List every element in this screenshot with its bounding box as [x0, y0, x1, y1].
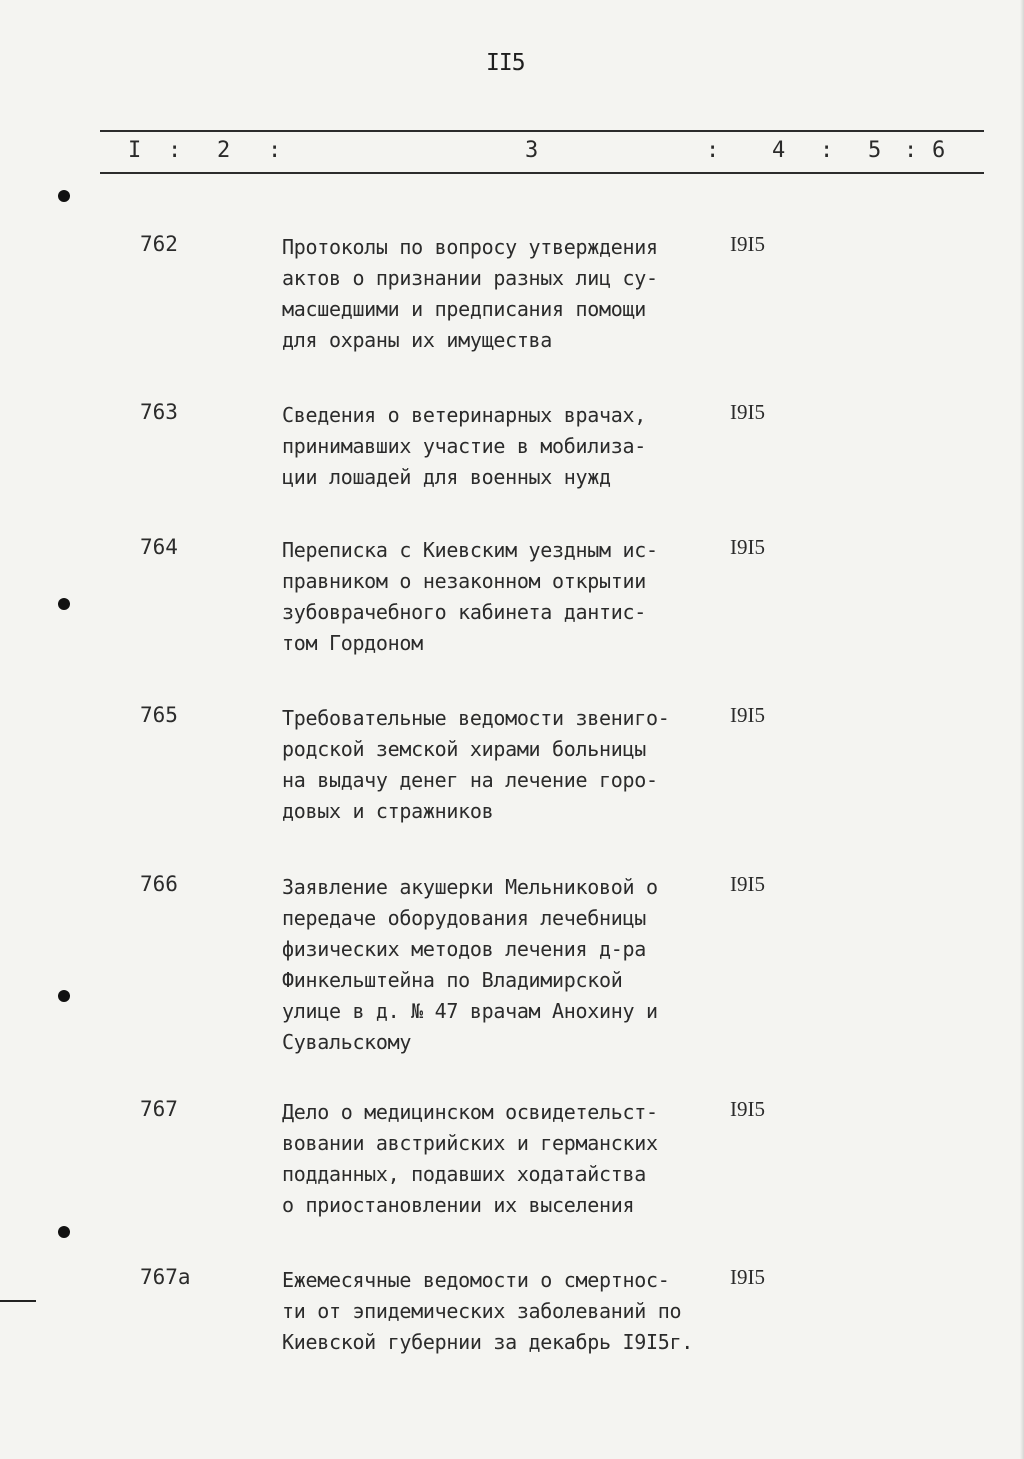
entry-year: I9I5 — [730, 1265, 765, 1289]
column-header-1: I — [128, 138, 142, 163]
column-separator: : — [706, 138, 720, 163]
entry-year: I9I5 — [730, 703, 765, 727]
entry-title: Ежемесячные ведомости о смертнос- ти от эпидемических заболеваний по Киевской губернии за декабрь I9I5г. — [282, 1268, 693, 1354]
entry-number: 765 — [140, 703, 178, 727]
punch-hole — [58, 598, 70, 610]
page-number: II5 — [486, 50, 525, 76]
entry-title: Заявление акушерки Мельниковой о передаче оборудования лечебницы физических методов лечения д-ра Финкельштейна по Владимирской улице в д. № 47 врачам Анохину и Сувальскому — [282, 875, 658, 1054]
entry-number: 763 — [140, 400, 178, 424]
table-header-bottom-rule — [100, 172, 984, 174]
entry-title: Дело о медицинском освидетельст- вовании австрийских и германских подданных, подавших ходатайства о приостановлении их выселения — [282, 1100, 658, 1217]
entry-title: Протоколы по вопросу утверждения актов о признании разных лиц су- масшедшими и предписания помощи для охраны их имущества — [282, 235, 658, 352]
column-header-4: 4 — [772, 138, 786, 163]
entry-number: 767а — [140, 1265, 191, 1289]
entry-year: I9I5 — [730, 872, 765, 896]
entry-title: Сведения о ветеринарных врачах, принимавших участие в мобилиза- ции лошадей для военных нужд — [282, 403, 646, 489]
column-separator: : — [904, 138, 918, 163]
entry-number: 766 — [140, 872, 178, 896]
column-separator: : — [168, 138, 182, 163]
column-header-3: 3 — [525, 138, 539, 163]
entry-year: I9I5 — [730, 400, 765, 424]
table-header-top-rule — [100, 130, 984, 132]
margin-mark — [0, 1300, 36, 1302]
column-header-5: 5 — [868, 138, 882, 163]
punch-hole — [58, 190, 70, 202]
page-edge-shadow — [1020, 0, 1024, 1459]
entry-number: 764 — [140, 535, 178, 559]
punch-hole — [58, 1226, 70, 1238]
entry-title: Требовательные ведомости звениго- родской земской хирами больницы на выдачу денег на лечение горо- довых и стражников — [282, 706, 670, 823]
entry-year: I9I5 — [730, 535, 765, 559]
column-separator: : — [268, 138, 282, 163]
entry-year: I9I5 — [730, 232, 765, 256]
column-header-6: 6 — [932, 138, 946, 163]
entry-number: 767 — [140, 1097, 178, 1121]
column-header-2: 2 — [217, 138, 231, 163]
column-separator: : — [820, 138, 834, 163]
entry-number: 762 — [140, 232, 178, 256]
entry-year: I9I5 — [730, 1097, 765, 1121]
entry-title: Переписка с Киевским уездным ис- правником о незаконном открытии зубоврачебного кабинета дантис- том Гордоном — [282, 538, 658, 655]
punch-hole — [58, 990, 70, 1002]
